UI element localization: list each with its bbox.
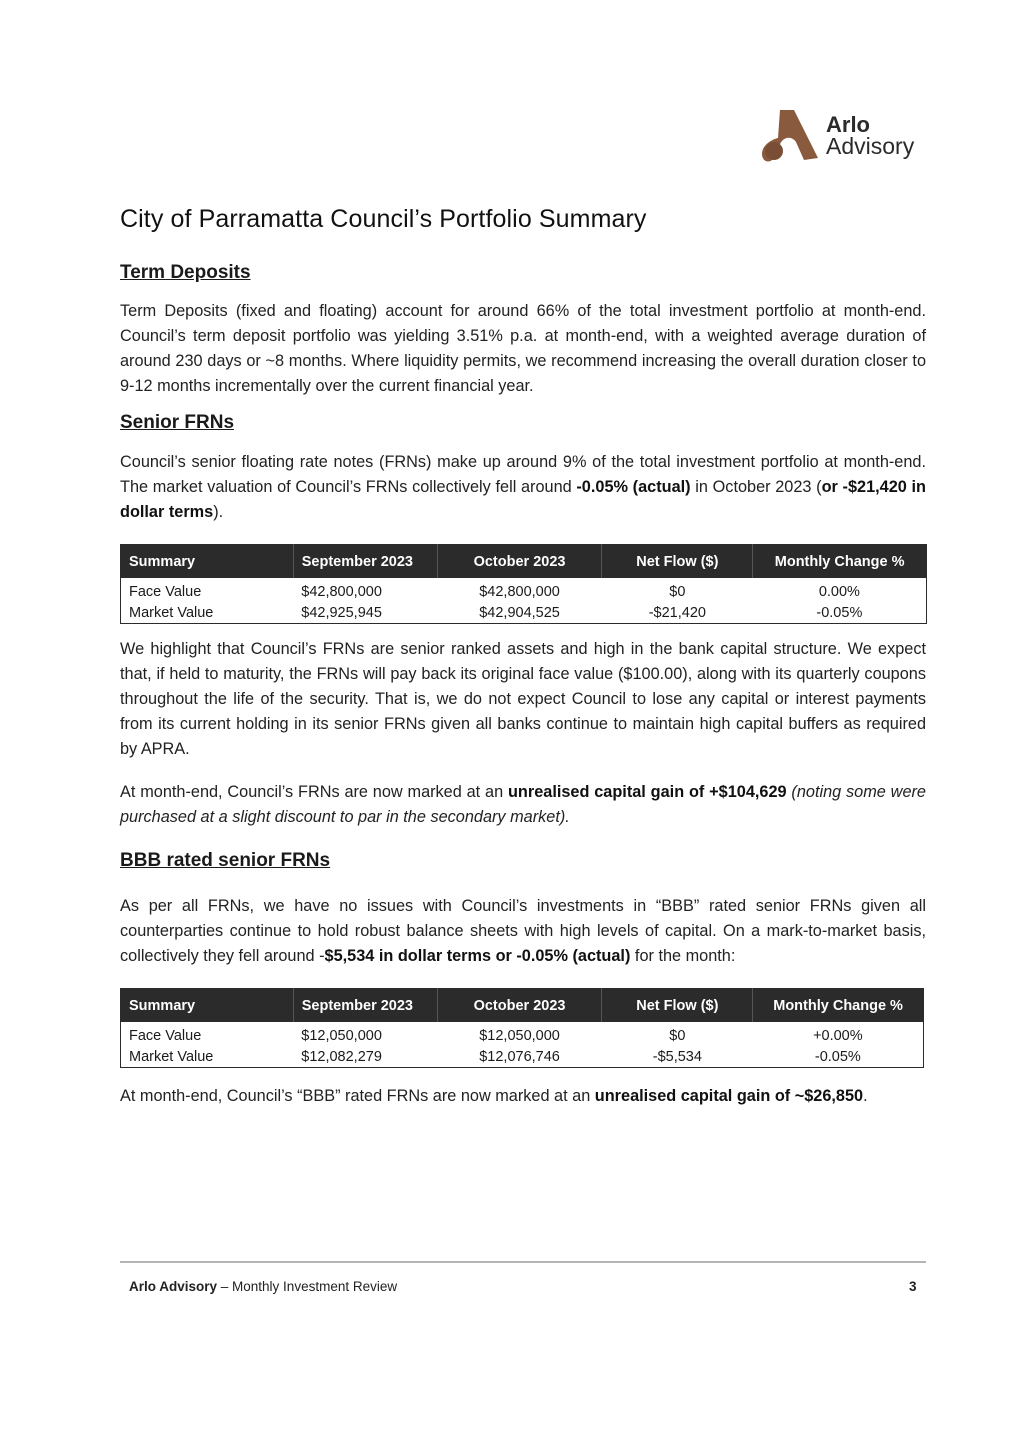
column-header: Monthly Change % (753, 545, 927, 579)
footer-title: Arlo Advisory – Monthly Investment Review (129, 1279, 398, 1294)
table-cell: Market Value (129, 604, 214, 621)
table-cell: $42,904,525 (479, 604, 560, 621)
frn-gain-paragraph: At month-end, Council’s FRNs are now marked at an unrealised capital gain of +$104,629 (noting some were purchased at a slight discount to par in the secondary market). (120, 783, 926, 826)
brand-logo (760, 106, 930, 164)
table-header-row (121, 545, 927, 579)
logo-line2: Advisory (826, 133, 915, 159)
bbb-gain-paragraph: At month-end, Council’s “BBB” rated FRNs are now marked at an unrealised capital gain of ~$26,850. (120, 1087, 868, 1105)
table-cell: $42,925,945 (301, 604, 382, 621)
senior-frns-paragraph: Council’s senior floating rate notes (FRNs) make up around 9% of the total investment portfolio at month-end. The market valuation of Council’s FRNs collectively fell around -0.05% (actual) in October 2023 (or -$21,420 in dollar terms). (120, 453, 926, 521)
table-header-row (121, 989, 924, 1023)
column-header: Monthly Change % (753, 989, 924, 1023)
frn-structure-paragraph: We highlight that Council’s FRNs are senior ranked assets and high in the bank capital structure. We expect that, if held to maturity, the FRNs will pay back its original face value ($100.00), along with its quarterly coupons throughout the life of the security. That is, we do not expect Council to lose any capital or interest payments from its current holding in its senior FRNs given all banks continue to maintain high capital buffers as required by APRA. (120, 640, 926, 758)
table-cell: $12,050,000 (479, 1027, 560, 1044)
table-cell: Face Value (129, 583, 202, 600)
page-title: City of Parramatta Council’s Portfolio Summary (120, 205, 647, 233)
column-header: Net Flow ($) (602, 545, 753, 579)
table-cell: -0.05% (814, 1048, 861, 1065)
table-cell: +0.00% (813, 1027, 863, 1044)
table-cell: $12,050,000 (301, 1027, 382, 1044)
bbb-frns-heading: BBB rated senior FRNs (120, 850, 331, 871)
bbb-frns-paragraph: As per all FRNs, we have no issues with Council’s investments in “BBB” rated senior FRNs given all counterparties continue to hold robust balance sheets with high levels of capital. On a mark-to-market basis, collectively they fell around -$5,534 in dollar terms or -0.05% (actual) for the month: (120, 897, 926, 965)
senior-frns-heading: Senior FRNs (120, 412, 235, 433)
table-cell: $12,082,279 (301, 1048, 382, 1065)
table-cell: $12,076,746 (479, 1048, 560, 1065)
table-row (121, 602, 927, 624)
logo-line1: Arlo (826, 112, 870, 137)
column-header: September 2023 (293, 989, 437, 1023)
table-cell: -$5,534 (652, 1048, 702, 1065)
footer-divider (120, 1261, 926, 1263)
page-number: 3 (909, 1279, 917, 1294)
senior-frns-table (120, 544, 927, 624)
table-cell: $42,800,000 (301, 583, 382, 600)
table-cell: -$21,420 (648, 604, 706, 621)
table-cell: $42,800,000 (479, 583, 560, 600)
column-header: September 2023 (293, 545, 437, 579)
table-row (121, 1046, 924, 1068)
term-deposits-heading: Term Deposits (120, 262, 251, 283)
column-header: October 2023 (437, 545, 602, 579)
column-header: October 2023 (437, 989, 602, 1023)
column-header: Summary (121, 545, 294, 579)
table-cell: $0 (669, 1027, 686, 1044)
column-header: Summary (121, 989, 294, 1023)
table-row (121, 578, 927, 602)
bbb-frns-table (120, 988, 924, 1068)
table-row (121, 1022, 924, 1046)
term-deposits-paragraph: Term Deposits (fixed and floating) account for around 66% of the total investment portfolio at month-end. Council’s term deposit portfolio was yielding 3.51% p.a. at month-end, with a weighted average duration of around 230 days or ~8 months. Where liquidity permits, we recommend increasing the overall duration closer to 9-12 months incrementally over the current financial year. (120, 302, 926, 395)
table-cell: $0 (669, 583, 686, 600)
arlo-a-logo-icon (760, 106, 822, 164)
table-cell: Market Value (129, 1048, 214, 1065)
table-cell: Face Value (129, 1027, 202, 1044)
table-cell: -0.05% (816, 604, 863, 621)
column-header: Net Flow ($) (602, 989, 753, 1023)
table-cell: 0.00% (818, 583, 860, 600)
